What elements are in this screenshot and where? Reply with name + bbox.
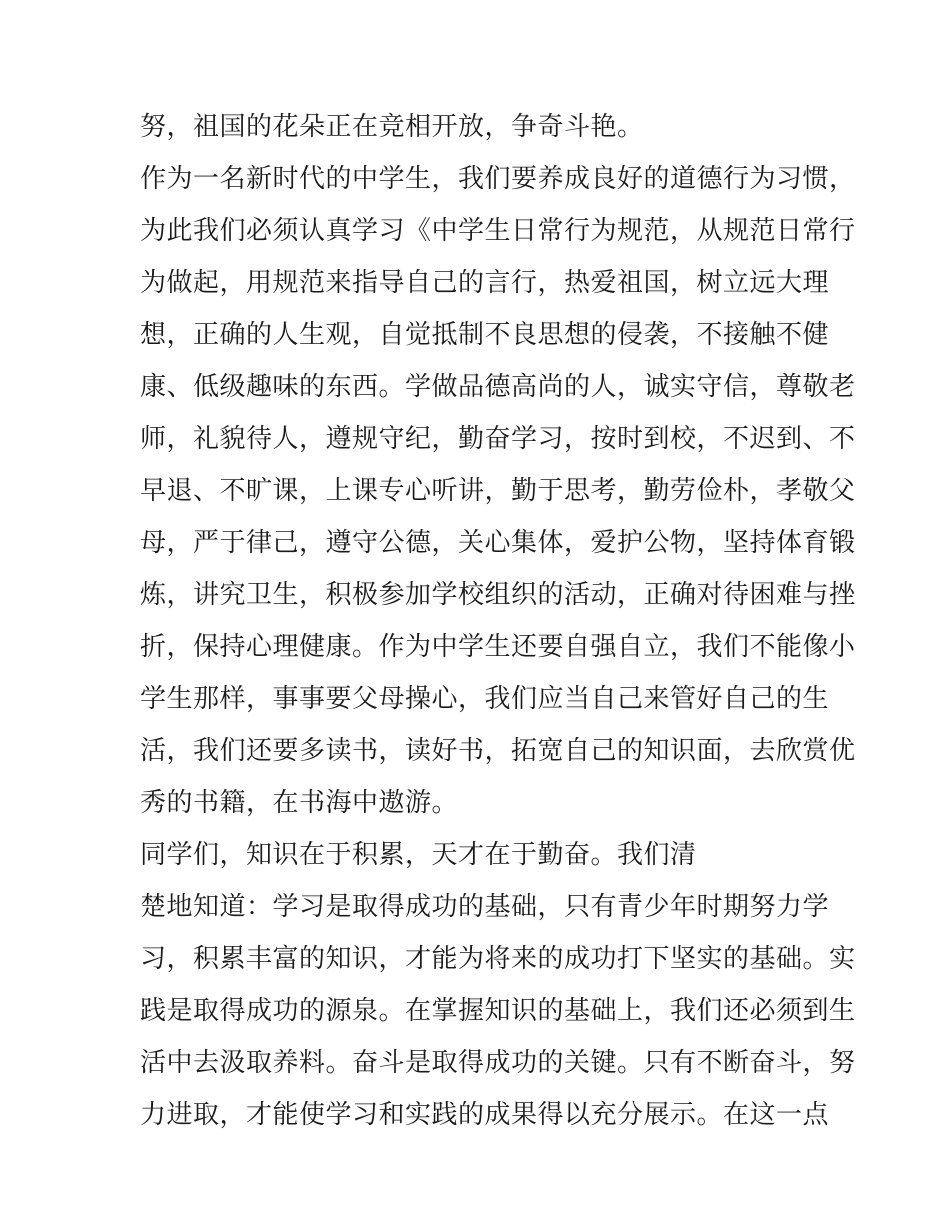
text-line: 践是取得成功的源泉。在掌握知识的基础上，我们还必须到生	[140, 996, 856, 1026]
text-line: 努，祖国的花朵正在竞相开放，争奇斗艳。	[140, 112, 644, 142]
text-line: 师，礼貌待人，遵规守纪，勤奋学习，按时到校，不迟到、不	[140, 424, 856, 454]
text-line: 为此我们必须认真学习《中学生日常行为规范，从规范日常行	[140, 216, 856, 246]
text-line: 学生那样，事事要父母操心，我们应当自己来管好自己的生	[140, 684, 830, 714]
text-line: 想，正确的人生观，自觉抵制不良思想的侵袭，不接触不健	[140, 320, 830, 350]
text-line: 为做起，用规范来指导自己的言行，热爱祖国，树立远大理	[140, 268, 830, 298]
text-line: 楚地知道：学习是取得成功的基础，只有青少年时期努力学	[140, 892, 830, 922]
text-line: 折，保持心理健康。作为中学生还要自强自立，我们不能像小	[140, 632, 856, 662]
text-line: 习，积累丰富的知识，才能为将来的成功打下坚实的基础。实	[140, 944, 856, 974]
text-line: 早退、不旷课，上课专心听讲，勤于思考，勤劳俭朴，孝敬父	[140, 476, 856, 506]
text-line: 炼，讲究卫生，积极参加学校组织的活动，正确对待困难与挫	[140, 580, 856, 610]
text-line: 同学们，知识在于积累，天才在于勤奋。我们清	[140, 840, 697, 870]
text-line: 秀的书籍，在书海中遨游。	[140, 788, 459, 818]
text-line: 母，严于律己，遵守公德，关心集体，爱护公物，坚持体育锻	[140, 528, 856, 558]
text-line: 作为一名新时代的中学生，我们要养成良好的道德行为习惯，	[140, 164, 856, 194]
text-line: 活，我们还要多读书，读好书，拓宽自己的知识面，去欣赏优	[140, 736, 856, 766]
text-line: 活中去汲取养料。奋斗是取得成功的关键。只有不断奋斗，努	[140, 1048, 856, 1078]
text-line: 康、低级趣味的东西。学做品德高尚的人，诚实守信，尊敬老	[140, 372, 856, 402]
text-line: 力进取，才能使学习和实践的成果得以充分展示。在这一点	[140, 1100, 830, 1130]
